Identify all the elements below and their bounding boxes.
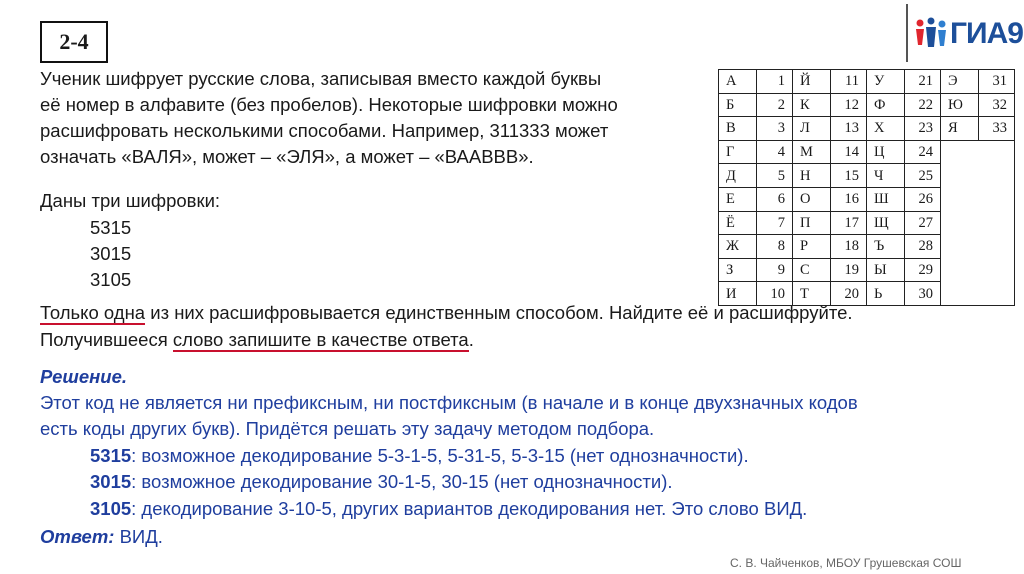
alphabet-code: 28	[905, 235, 941, 259]
alphabet-row	[719, 117, 1015, 141]
question-line-2-start: Получившееся	[40, 329, 173, 350]
solution-item-text: : декодирование 3-10-5, других вариантов декодирования нет. Это слово ВИД.	[131, 498, 808, 519]
solution-intro-line-1: Этот код не является ни префиксным, ни постфиксным (в начале и в конце двухзначных кодов	[40, 392, 858, 413]
solution-intro-line-2: есть коды других букв). Придётся решать эту задачу методом подбора.	[40, 418, 655, 439]
solution-item-3	[90, 496, 807, 522]
alphabet-code: 4	[757, 140, 793, 164]
alphabet-code: 25	[905, 164, 941, 188]
alphabet-code: 24	[905, 140, 941, 164]
task-number-box	[40, 21, 108, 63]
answer-label: Ответ:	[40, 526, 115, 547]
alphabet-code: 12	[831, 93, 867, 117]
alphabet-letter: Ш	[867, 187, 905, 211]
alphabet-code: 22	[905, 93, 941, 117]
alphabet-row	[719, 70, 1015, 94]
solution-title: Решение.	[40, 366, 128, 387]
alphabet-code: 10	[757, 282, 793, 306]
alphabet-code: 6	[757, 187, 793, 211]
alphabet-code: 20	[831, 282, 867, 306]
alphabet-letter: Н	[793, 164, 831, 188]
alphabet-code: 21	[905, 70, 941, 94]
alphabet-letter: Л	[793, 117, 831, 141]
alphabet-letter: О	[793, 187, 831, 211]
underlined-write-answer: слово запишите в качестве ответа	[172, 329, 469, 350]
solution-item-1	[90, 443, 749, 469]
alphabet-letter: А	[719, 70, 757, 94]
solution-item-code: 5315	[90, 445, 132, 466]
alphabet-code: 7	[757, 211, 793, 235]
alphabet-code: 15	[831, 164, 867, 188]
logo-text: ГИА9	[950, 17, 1023, 50]
alphabet-code: 26	[905, 187, 941, 211]
alphabet-letter: И	[719, 282, 757, 306]
alphabet-letter: Ъ	[867, 235, 905, 259]
question-line-2-end: .	[468, 329, 474, 350]
given-title: Даны три шифровки:	[40, 190, 221, 211]
alphabet-code: 32	[979, 93, 1015, 117]
alphabet-letter: Ч	[867, 164, 905, 188]
alphabet-letter: Ё	[719, 211, 757, 235]
alphabet-code: 23	[905, 117, 941, 141]
code-3: 3105	[90, 269, 132, 290]
alphabet-empty-cell	[941, 140, 1015, 305]
alphabet-code: 19	[831, 258, 867, 282]
problem-line-2: её номер в алфавите (без пробелов). Некоторые шифровки можно	[40, 94, 618, 115]
solution-item-text: : возможное декодирование 5-3-1-5, 5-31-5, 5-3-15 (нет однозначности).	[131, 445, 749, 466]
author-footer: С. В. Чайченков, МБОУ Грушевская СОШ	[730, 556, 962, 570]
code-2: 3015	[90, 243, 132, 264]
alphabet-code: 16	[831, 187, 867, 211]
alphabet-code: 11	[831, 70, 867, 94]
alphabet-code: 31	[979, 70, 1015, 94]
alphabet-letter: Т	[793, 282, 831, 306]
solution-item-2	[90, 469, 673, 495]
alphabet-letter: Ж	[719, 235, 757, 259]
alphabet-letter: Е	[719, 187, 757, 211]
alphabet-code: 29	[905, 258, 941, 282]
code-1: 5315	[90, 217, 132, 238]
alphabet-letter: Ю	[941, 93, 979, 117]
alphabet-code: 9	[757, 258, 793, 282]
alphabet-letter: К	[793, 93, 831, 117]
solution-item-code: 3015	[90, 471, 132, 492]
alphabet-table	[718, 69, 1015, 306]
alphabet-code: 13	[831, 117, 867, 141]
alphabet-code: 17	[831, 211, 867, 235]
alphabet-letter: Я	[941, 117, 979, 141]
alphabet-letter: У	[867, 70, 905, 94]
alphabet-letter: В	[719, 117, 757, 141]
alphabet-letter: Р	[793, 235, 831, 259]
alphabet-letter: Ы	[867, 258, 905, 282]
alphabet-code: 30	[905, 282, 941, 306]
alphabet-code: 14	[831, 140, 867, 164]
alphabet-letter: Д	[719, 164, 757, 188]
alphabet-letter: П	[793, 211, 831, 235]
question-line-2	[40, 327, 474, 353]
alphabet-row	[719, 140, 1015, 164]
solution-item-code: 3105	[90, 498, 132, 519]
answer-value: ВИД.	[114, 526, 163, 547]
alphabet-code: 1	[757, 70, 793, 94]
alphabet-letter: Й	[793, 70, 831, 94]
people-figures-icon	[914, 15, 948, 53]
alphabet-code: 3	[757, 117, 793, 141]
alphabet-code: 18	[831, 235, 867, 259]
problem-line-4: означать «ВАЛЯ», может – «ЭЛЯ», а может – «ВААВВВ».	[40, 146, 534, 167]
alphabet-letter: Ф	[867, 93, 905, 117]
alphabet-letter: Б	[719, 93, 757, 117]
header-divider	[906, 4, 908, 62]
problem-line-3: расшифровать несколькими способами. Например, 311333 может	[40, 120, 609, 141]
alphabet-letter: Г	[719, 140, 757, 164]
solution-item-text: : возможное декодирование 30-1-5, 30-15 (нет однозначности).	[131, 471, 673, 492]
question-line-1-rest: из них расшифровывается единственным способом. Найдите её и расшифруйте.	[145, 302, 853, 323]
alphabet-letter: С	[793, 258, 831, 282]
alphabet-code: 5	[757, 164, 793, 188]
task-number: 2-4	[59, 29, 89, 54]
underlined-only-one: Только одна	[40, 302, 146, 323]
answer-line	[40, 524, 163, 550]
gia9-logo	[914, 14, 1023, 54]
alphabet-letter: Щ	[867, 211, 905, 235]
alphabet-code: 33	[979, 117, 1015, 141]
alphabet-row	[719, 93, 1015, 117]
problem-line-1: Ученик шифрует русские слова, записывая вместо каждой буквы	[40, 68, 602, 89]
alphabet-letter: Ц	[867, 140, 905, 164]
alphabet-letter: М	[793, 140, 831, 164]
alphabet-letter: Э	[941, 70, 979, 94]
alphabet-letter: Х	[867, 117, 905, 141]
alphabet-letter: З	[719, 258, 757, 282]
alphabet-letter: Ь	[867, 282, 905, 306]
alphabet-code: 27	[905, 211, 941, 235]
alphabet-code: 8	[757, 235, 793, 259]
alphabet-code: 2	[757, 93, 793, 117]
